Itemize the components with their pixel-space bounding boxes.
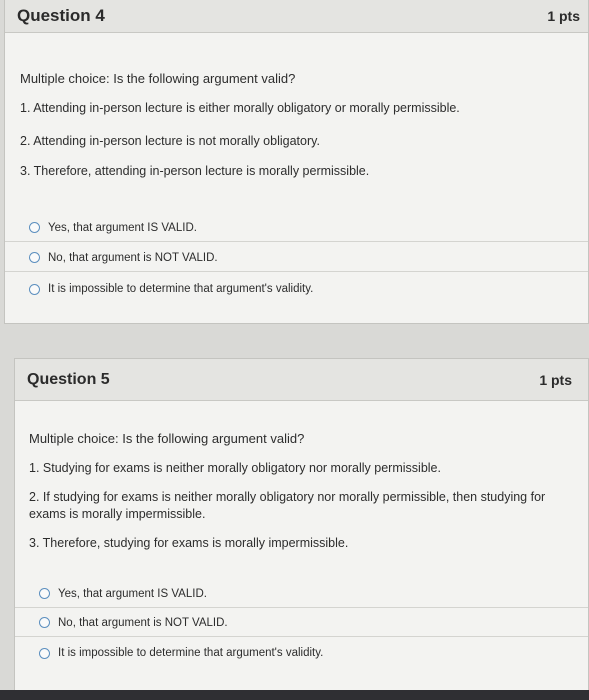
question-points: 1 pts [539, 371, 572, 388]
question-header [5, 0, 588, 33]
question-header [15, 359, 588, 401]
answer-label: No, that argument is NOT VALID. [58, 616, 228, 629]
answer-label: No, that argument is NOT VALID. [48, 251, 218, 264]
question-card-4 [4, 0, 589, 324]
answer-option-impossible[interactable] [15, 639, 588, 667]
question-prompt: Multiple choice: Is the following argument valid? [29, 431, 305, 446]
argument-conclusion: 3. Therefore, studying for exams is morally impermissible. [29, 536, 349, 550]
answer-option-impossible[interactable] [5, 275, 588, 303]
argument-conclusion: 3. Therefore, attending in-person lecture is morally permissible. [20, 164, 370, 178]
argument-premise-1: 1. Studying for exams is neither morally obligatory nor morally permissible. [29, 461, 441, 475]
question-prompt: Multiple choice: Is the following argument valid? [20, 71, 296, 86]
answer-option-not-valid[interactable] [15, 609, 588, 637]
answer-label: Yes, that argument IS VALID. [58, 587, 207, 600]
screen-bottom-edge [0, 690, 589, 700]
radio-button[interactable] [39, 588, 50, 599]
radio-button[interactable] [29, 222, 40, 233]
answer-option-valid[interactable] [5, 214, 588, 242]
question-title: Question 5 [27, 370, 110, 388]
argument-premise-2: 2. Attending in-person lecture is not morally obligatory. [20, 134, 320, 148]
radio-button[interactable] [39, 617, 50, 628]
answer-label: It is impossible to determine that argument's validity. [58, 647, 324, 659]
answer-label: Yes, that argument IS VALID. [48, 221, 197, 234]
question-title: Question 4 [17, 5, 105, 25]
radio-button[interactable] [29, 284, 40, 295]
radio-button[interactable] [29, 252, 40, 263]
argument-premise-1: 1. Attending in-person lecture is either morally obligatory or morally permissible. [20, 101, 460, 115]
answer-option-valid[interactable] [15, 580, 588, 608]
answer-option-not-valid[interactable] [5, 244, 588, 272]
question-points: 1 pts [547, 7, 580, 24]
answer-label: It is impossible to determine that argument's validity. [48, 283, 314, 295]
question-card-5 [14, 358, 589, 693]
argument-premise-2: 2. If studying for exams is neither morally obligatory nor morally permissible, then studying for exams is morally impermissible. [29, 490, 546, 521]
radio-button[interactable] [39, 648, 50, 659]
